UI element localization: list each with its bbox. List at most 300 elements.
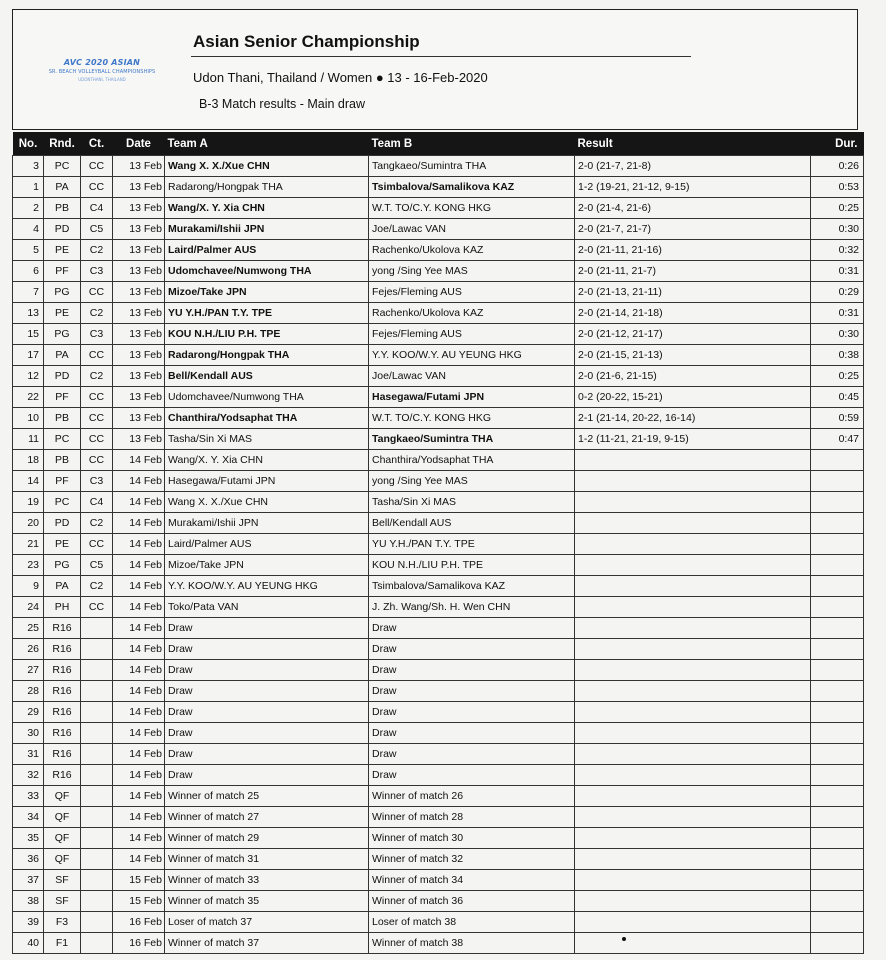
round-cell: PE [44,240,81,261]
team-a-cell: Draw [165,723,369,744]
team-a-cell: Winner of match 25 [165,786,369,807]
team-b-cell: KOU N.H./LIU P.H. TPE [369,555,575,576]
team-b-cell: Draw [369,618,575,639]
round-cell: PB [44,450,81,471]
round-cell: PE [44,534,81,555]
match-date-cell: 13 Feb [113,324,165,345]
championship-logo [27,58,177,82]
team-a-cell: Winner of match 37 [165,933,369,954]
duration-cell [811,492,864,513]
result-cell [575,828,811,849]
result-cell: 1-2 (19-21, 21-12, 9-15) [575,177,811,198]
table-row [13,450,864,471]
court-cell: CC [81,429,113,450]
court-cell [81,807,113,828]
logo-line-2: SR. BEACH VOLLEYBALL CHAMPIONSHIPS [48,69,156,75]
match-number-cell: 40 [13,933,44,954]
table-row [13,660,864,681]
team-a-cell: Wang X. X./Xue CHN [165,156,369,177]
team-a-cell: Laird/Palmer AUS [165,240,369,261]
event-subtitle: Udon Thani, Thailand / Women ● 13 - 16-Feb-2020 [193,70,488,85]
match-number-cell: 17 [13,345,44,366]
match-number-cell: 29 [13,702,44,723]
table-row [13,387,864,408]
round-cell: PB [44,198,81,219]
team-b-cell: Y.Y. KOO/W.Y. AU YEUNG HKG [369,345,575,366]
match-number-cell: 13 [13,303,44,324]
match-date-cell: 15 Feb [113,891,165,912]
col-header-date: Date [113,132,165,156]
team-b-cell: Chanthira/Yodsaphat THA [369,450,575,471]
result-cell [575,933,811,954]
round-cell: QF [44,807,81,828]
team-a-cell: Murakami/Ishii JPN [165,219,369,240]
match-number-cell: 18 [13,450,44,471]
team-b-cell: Tasha/Sin Xi MAS [369,492,575,513]
match-number-cell: 32 [13,765,44,786]
result-cell: 0-2 (20-22, 15-21) [575,387,811,408]
team-a-cell: Murakami/Ishii JPN [165,513,369,534]
result-cell [575,807,811,828]
team-b-cell: Rachenko/Ukolova KAZ [369,303,575,324]
round-cell: R16 [44,681,81,702]
match-date-cell: 14 Feb [113,702,165,723]
table-row [13,786,864,807]
duration-cell [811,702,864,723]
col-header-no: No. [13,132,44,156]
table-row [13,492,864,513]
team-a-cell: Winner of match 27 [165,807,369,828]
table-row [13,597,864,618]
team-a-cell: YU Y.H./PAN T.Y. TPE [165,303,369,324]
court-cell: CC [81,177,113,198]
table-row [13,303,864,324]
round-cell: SF [44,870,81,891]
team-b-cell: Draw [369,702,575,723]
team-a-cell: Bell/Kendall AUS [165,366,369,387]
table-row [13,177,864,198]
duration-cell [811,912,864,933]
match-date-cell: 14 Feb [113,450,165,471]
match-number-cell: 37 [13,870,44,891]
match-date-cell: 13 Feb [113,156,165,177]
court-cell [81,702,113,723]
round-cell: F3 [44,912,81,933]
duration-cell [811,744,864,765]
table-row [13,345,864,366]
team-b-cell: Winner of match 34 [369,870,575,891]
round-cell: PD [44,366,81,387]
court-cell [81,744,113,765]
team-a-cell: Mizoe/Take JPN [165,555,369,576]
result-cell: 2-0 (21-6, 21-15) [575,366,811,387]
match-number-cell: 19 [13,492,44,513]
result-cell [575,891,811,912]
team-a-cell: Winner of match 31 [165,849,369,870]
col-header-round: Rnd. [44,132,81,156]
match-number-cell: 39 [13,912,44,933]
team-b-cell: Winner of match 32 [369,849,575,870]
round-cell: PG [44,324,81,345]
table-row [13,576,864,597]
match-date-cell: 14 Feb [113,807,165,828]
result-cell [575,513,811,534]
team-a-cell: Radarong/Hongpak THA [165,177,369,198]
team-a-cell: Wang X. X./Xue CHN [165,492,369,513]
duration-cell [811,765,864,786]
team-b-cell: Fejes/Fleming AUS [369,282,575,303]
team-b-cell: Winner of match 38 [369,933,575,954]
result-cell: 2-0 (21-12, 21-17) [575,324,811,345]
table-row [13,912,864,933]
match-date-cell: 14 Feb [113,723,165,744]
result-cell: 2-0 (21-4, 21-6) [575,198,811,219]
table-row [13,744,864,765]
match-date-cell: 13 Feb [113,177,165,198]
duration-cell: 0:59 [811,408,864,429]
team-b-cell: Tsimbalova/Samalikova KAZ [369,576,575,597]
match-number-cell: 3 [13,156,44,177]
match-number-cell: 26 [13,639,44,660]
team-a-cell: Draw [165,765,369,786]
court-cell: CC [81,597,113,618]
team-b-cell: Loser of match 38 [369,912,575,933]
match-date-cell: 14 Feb [113,492,165,513]
round-cell: PG [44,555,81,576]
court-cell [81,912,113,933]
match-date-cell: 13 Feb [113,429,165,450]
match-date-cell: 13 Feb [113,303,165,324]
match-number-cell: 14 [13,471,44,492]
match-number-cell: 33 [13,786,44,807]
team-b-cell: Draw [369,639,575,660]
document-title: Asian Senior Championship [193,32,420,51]
round-cell: PD [44,513,81,534]
table-row [13,408,864,429]
team-b-cell: Joe/Lawac VAN [369,366,575,387]
round-cell: PF [44,261,81,282]
team-b-cell: Hasegawa/Futami JPN [369,387,575,408]
match-date-cell: 14 Feb [113,618,165,639]
result-cell [575,555,811,576]
result-cell [575,870,811,891]
court-cell: C2 [81,303,113,324]
result-cell [575,492,811,513]
court-cell: C2 [81,240,113,261]
match-number-cell: 24 [13,597,44,618]
court-cell: CC [81,156,113,177]
table-row [13,198,864,219]
court-cell [81,639,113,660]
match-date-cell: 13 Feb [113,198,165,219]
duration-cell: 0:30 [811,219,864,240]
duration-cell [811,786,864,807]
match-number-cell: 22 [13,387,44,408]
duration-cell [811,828,864,849]
team-a-cell: Draw [165,681,369,702]
round-cell: PC [44,492,81,513]
round-cell: PB [44,408,81,429]
match-date-cell: 14 Feb [113,660,165,681]
team-a-cell: Udomchavee/Numwong THA [165,261,369,282]
match-date-cell: 14 Feb [113,534,165,555]
duration-cell: 0:31 [811,261,864,282]
team-b-cell: Tangkaeo/Sumintra THA [369,429,575,450]
match-number-cell: 10 [13,408,44,429]
court-cell: CC [81,387,113,408]
table-row [13,534,864,555]
match-number-cell: 12 [13,366,44,387]
match-number-cell: 35 [13,828,44,849]
court-cell: CC [81,450,113,471]
match-number-cell: 21 [13,534,44,555]
duration-cell [811,471,864,492]
duration-cell [811,933,864,954]
col-header-duration: Dur. [811,132,864,156]
match-number-cell: 27 [13,660,44,681]
duration-cell [811,534,864,555]
duration-cell: 0:26 [811,156,864,177]
team-b-cell: Draw [369,765,575,786]
match-number-cell: 23 [13,555,44,576]
duration-cell [811,639,864,660]
match-number-cell: 9 [13,576,44,597]
round-cell: SF [44,891,81,912]
match-date-cell: 14 Feb [113,597,165,618]
match-date-cell: 14 Feb [113,555,165,576]
round-cell: PF [44,471,81,492]
match-date-cell: 14 Feb [113,576,165,597]
table-row [13,849,864,870]
duration-cell: 0:25 [811,198,864,219]
result-cell: 2-0 (21-11, 21-7) [575,261,811,282]
duration-cell [811,807,864,828]
court-cell: C5 [81,219,113,240]
match-number-cell: 2 [13,198,44,219]
match-date-cell: 14 Feb [113,786,165,807]
court-cell [81,723,113,744]
duration-cell [811,576,864,597]
match-date-cell: 13 Feb [113,387,165,408]
result-cell [575,639,811,660]
ink-mark [622,937,626,941]
table-row [13,282,864,303]
result-cell: 2-0 (21-14, 21-18) [575,303,811,324]
team-a-cell: Winner of match 35 [165,891,369,912]
result-cell [575,660,811,681]
table-row [13,870,864,891]
team-b-cell: Tsimbalova/Samalikova KAZ [369,177,575,198]
team-b-cell: W.T. TO/C.Y. KONG HKG [369,198,575,219]
col-header-team-b: Team B [369,132,575,156]
result-cell [575,849,811,870]
court-cell [81,765,113,786]
court-cell [81,870,113,891]
duration-cell: 0:25 [811,366,864,387]
round-cell: PA [44,177,81,198]
team-b-cell: Winner of match 30 [369,828,575,849]
title-divider [191,56,691,57]
round-cell: R16 [44,744,81,765]
match-date-cell: 14 Feb [113,828,165,849]
team-b-cell: W.T. TO/C.Y. KONG HKG [369,408,575,429]
table-row [13,429,864,450]
team-b-cell: Rachenko/Ukolova KAZ [369,240,575,261]
round-cell: QF [44,786,81,807]
team-b-cell: Tangkaeo/Sumintra THA [369,156,575,177]
match-date-cell: 14 Feb [113,681,165,702]
round-cell: PA [44,345,81,366]
court-cell: C3 [81,261,113,282]
duration-cell [811,618,864,639]
match-number-cell: 5 [13,240,44,261]
court-cell [81,681,113,702]
duration-cell: 0:31 [811,303,864,324]
match-number-cell: 11 [13,429,44,450]
result-cell [575,534,811,555]
result-cell: 2-0 (21-13, 21-11) [575,282,811,303]
team-a-cell: Y.Y. KOO/W.Y. AU YEUNG HKG [165,576,369,597]
match-number-cell: 25 [13,618,44,639]
result-cell [575,471,811,492]
team-a-cell: Draw [165,702,369,723]
round-cell: PC [44,429,81,450]
document-header [12,9,858,130]
round-cell: R16 [44,639,81,660]
court-cell [81,849,113,870]
round-cell: R16 [44,702,81,723]
table-row [13,156,864,177]
match-results-table [12,132,864,954]
round-cell: PC [44,156,81,177]
match-date-cell: 13 Feb [113,240,165,261]
team-a-cell: Radarong/Hongpak THA [165,345,369,366]
match-date-cell: 14 Feb [113,513,165,534]
table-row [13,618,864,639]
round-cell: QF [44,828,81,849]
table-row [13,807,864,828]
table-row [13,828,864,849]
table-row [13,555,864,576]
duration-cell [811,597,864,618]
team-b-cell: Draw [369,723,575,744]
match-date-cell: 13 Feb [113,408,165,429]
team-a-cell: Loser of match 37 [165,912,369,933]
court-cell: CC [81,345,113,366]
match-date-cell: 16 Feb [113,912,165,933]
round-cell: R16 [44,765,81,786]
result-cell: 2-1 (21-14, 20-22, 16-14) [575,408,811,429]
logo-line-3: UDONTHANI, THAILAND [78,77,126,82]
match-date-cell: 13 Feb [113,282,165,303]
team-a-cell: Udomchavee/Numwong THA [165,387,369,408]
team-b-cell: Fejes/Fleming AUS [369,324,575,345]
result-cell [575,702,811,723]
table-row [13,891,864,912]
match-date-cell: 14 Feb [113,849,165,870]
table-body [13,156,864,954]
match-number-cell: 1 [13,177,44,198]
match-number-cell: 6 [13,261,44,282]
round-cell: PG [44,282,81,303]
court-cell: CC [81,534,113,555]
team-a-cell: Draw [165,639,369,660]
table-row [13,366,864,387]
court-cell: C4 [81,198,113,219]
team-b-cell: Draw [369,744,575,765]
duration-cell [811,450,864,471]
team-a-cell: Toko/Pata VAN [165,597,369,618]
match-number-cell: 28 [13,681,44,702]
col-header-court: Ct. [81,132,113,156]
round-cell: R16 [44,723,81,744]
team-b-cell: J. Zh. Wang/Sh. H. Wen CHN [369,597,575,618]
logo-line-1: AVC 2020 ASIAN [63,58,141,67]
round-cell: PA [44,576,81,597]
court-cell: C4 [81,492,113,513]
court-cell [81,618,113,639]
duration-cell: 0:29 [811,282,864,303]
match-date-cell: 14 Feb [113,471,165,492]
match-date-cell: 14 Feb [113,744,165,765]
team-b-cell: Winner of match 28 [369,807,575,828]
match-number-cell: 38 [13,891,44,912]
duration-cell [811,513,864,534]
duration-cell [811,849,864,870]
match-date-cell: 15 Feb [113,870,165,891]
round-cell: QF [44,849,81,870]
table-row [13,765,864,786]
team-b-cell: Draw [369,681,575,702]
court-cell [81,933,113,954]
round-cell: R16 [44,618,81,639]
team-a-cell: Draw [165,660,369,681]
court-cell [81,786,113,807]
team-b-cell: Winner of match 36 [369,891,575,912]
duration-cell: 0:45 [811,387,864,408]
match-number-cell: 34 [13,807,44,828]
court-cell: C2 [81,576,113,597]
round-cell: PF [44,387,81,408]
team-a-cell: Chanthira/Yodsaphat THA [165,408,369,429]
result-cell [575,576,811,597]
court-cell: C3 [81,324,113,345]
table-row [13,639,864,660]
result-cell [575,765,811,786]
team-b-cell: Winner of match 26 [369,786,575,807]
court-cell: C5 [81,555,113,576]
team-b-cell: Joe/Lawac VAN [369,219,575,240]
table-header-row [13,132,864,156]
table-row [13,681,864,702]
result-cell [575,450,811,471]
match-number-cell: 31 [13,744,44,765]
result-cell: 2-0 (21-11, 21-16) [575,240,811,261]
match-date-cell: 13 Feb [113,345,165,366]
team-a-cell: Laird/Palmer AUS [165,534,369,555]
round-cell: R16 [44,660,81,681]
duration-cell: 0:38 [811,345,864,366]
result-cell [575,786,811,807]
match-date-cell: 16 Feb [113,933,165,954]
team-a-cell: Winner of match 29 [165,828,369,849]
table-row [13,261,864,282]
duration-cell [811,870,864,891]
match-number-cell: 36 [13,849,44,870]
team-a-cell: Wang/X. Y. Xia CHN [165,198,369,219]
match-date-cell: 13 Feb [113,219,165,240]
court-cell [81,660,113,681]
